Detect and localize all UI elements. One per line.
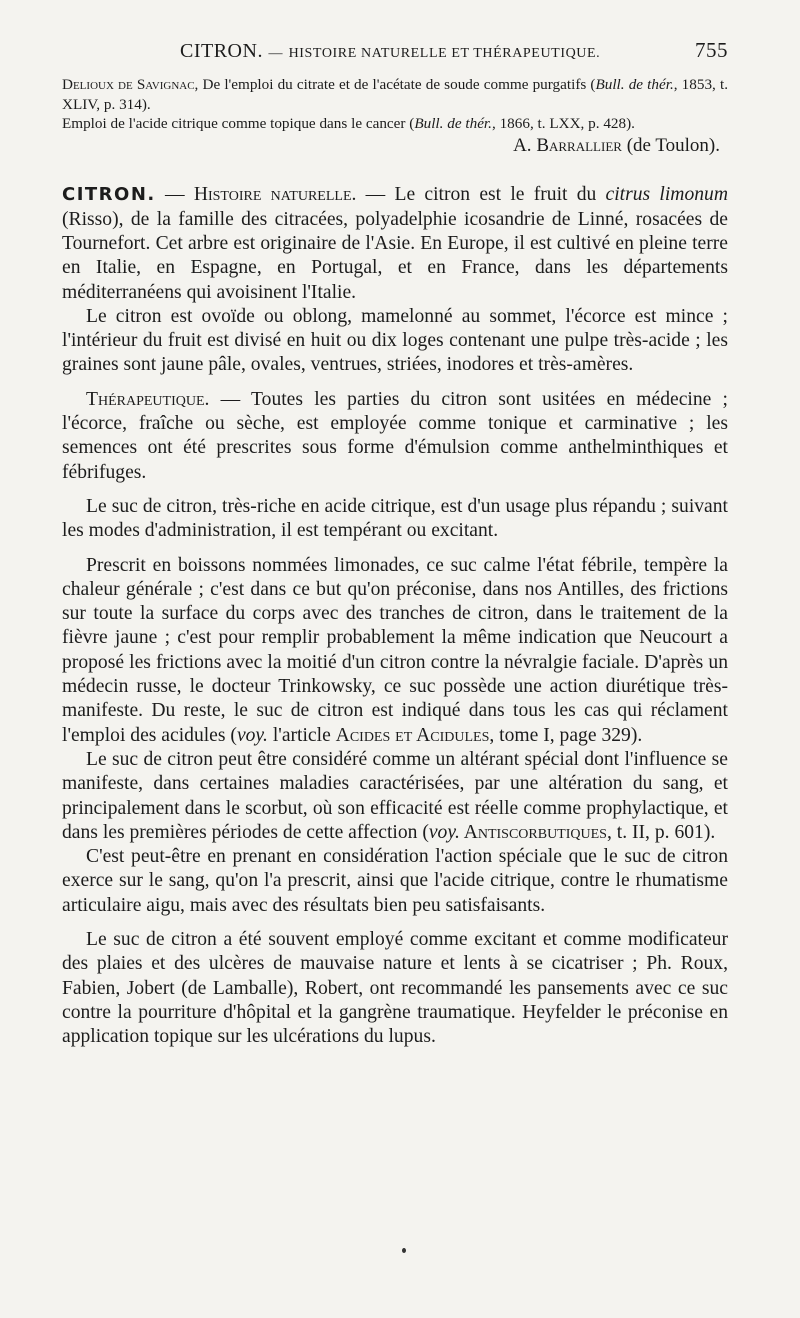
paragraph-text: , tome I, page 329). bbox=[489, 724, 643, 746]
paragraph-text: l'article bbox=[267, 724, 336, 746]
running-head-title: CITRON. bbox=[180, 40, 263, 62]
reference-item bbox=[62, 114, 728, 134]
paragraph-text: Le suc de citron a été souvent employé comme excitant et comme modificateur des plaies et des ulcères de mauvaise nature et lents à se cicatriser ; Ph. Roux, Fabien, Jobert (de Lamballe), Robert, ont recommandé les pansements avec ce suc contre la pourriture d'hôpital et la gangrène traumatique. Heyfelder le préconise en application topique sur les ulcérations du lupus. bbox=[62, 928, 728, 1048]
section-label: — Histoire naturelle. — bbox=[165, 184, 386, 206]
paragraph-text: C'est peut-être en prenant en considération l'action spéciale que le suc de citron exerce sur le sang, qu'on l'a prescrit, ainsi que l'acide citrique, contre le rhumatisme articulaire aigu, mais avec des résultats bien peu satisfaisants. bbox=[62, 846, 728, 916]
article-reference: Acides et Acidules bbox=[335, 724, 490, 746]
reference-text: De l'emploi du citrate et de l'acétate de soude comme purgatifs ( bbox=[202, 76, 596, 93]
reference-text: Emploi de l'acide citrique comme topique dans le cancer ( bbox=[62, 115, 415, 133]
running-head-dash: — bbox=[268, 46, 284, 61]
reference-details: , 1853, t. XLIV, p. 314). bbox=[62, 76, 728, 113]
reference-item bbox=[62, 75, 728, 114]
paragraph-text: Prescrit en boissons nommées limonades, ce suc calme l'état fébrile, tempère la chaleur générale ; c'est dans ce but qu'on préconise, dans nos Antilles, des frictions sur toute la surface du corps avec des tranches de citron, dans le traitement de la fièvre jaune ; c'est pour remplir probablement la même indication que Neucourt a proposé les frictions avec la moitié d'un citron contre la névralgie faciale. D'après un médecin russe, le docteur Trinkowsky, ce suc possède une action diurétique très-manifeste. Du reste, le suc de citron est indiqué dans tous les cas qui réclament l'emploi des acidules ( bbox=[62, 554, 728, 746]
signature-place: (de Toulon). bbox=[626, 134, 720, 156]
article-paragraph bbox=[62, 554, 728, 748]
running-head-text bbox=[180, 40, 600, 63]
cross-reference: voy. bbox=[428, 821, 460, 843]
article-reference: Antiscorbutiques bbox=[459, 821, 607, 843]
paragraph-text: , t. II, p. 601). bbox=[606, 821, 716, 843]
reference-journal: Bull. de thér. bbox=[414, 115, 492, 133]
author-signature bbox=[62, 136, 728, 156]
running-head bbox=[180, 38, 728, 63]
signature-initial: A. bbox=[513, 134, 532, 156]
article-paragraph bbox=[62, 183, 728, 304]
article-paragraph bbox=[62, 748, 728, 845]
signature-name: Barrallier bbox=[536, 134, 622, 156]
reference-journal: Bull. de thér. bbox=[595, 76, 674, 93]
ink-speck bbox=[402, 1248, 406, 1253]
paragraph-text: (Risso), de la famille des citracées, polyadelphie icosandrie de Linné, rosacées de Tournefort. Cet arbre est originaire de l'Asie. En Europe, il est cultivé en pleine terre en Italie, en Espagne, en Portugal, et en France, dans les départements méditerranéens qui avoisinent l'Italie. bbox=[62, 208, 728, 303]
cross-reference: voy. bbox=[236, 724, 268, 746]
paragraph-text: — Toutes les parties du citron sont usitées en médecine ; l'écorce, fraîche ou sèche, est employée comme tonique et carminative ; les semences ont été prescrites sous forme d'émulsion comme anthelminthiques et fébrifuges. bbox=[62, 388, 728, 483]
article-paragraph bbox=[62, 388, 728, 485]
reference-author: Delioux de Savignac, bbox=[62, 76, 199, 93]
paragraph-text: Le suc de citron, très-riche en acide citrique, est d'un usage plus répandu ; suivant les modes d'administration, il est tempérant ou excitant. bbox=[62, 495, 728, 542]
article-head-word: CITRON. bbox=[62, 184, 156, 206]
article-paragraph bbox=[62, 495, 728, 544]
species-name: citrus limonum bbox=[605, 184, 728, 206]
reference-details: , 1866, t. LXX, p. 428). bbox=[491, 115, 635, 133]
bibliography bbox=[62, 75, 728, 155]
paragraph-text: Le citron est le fruit du bbox=[385, 184, 606, 206]
paragraph-text: Le citron est ovoïde ou oblong, mamelonné au sommet, l'écorce est mince ; l'intérieur du fruit est divisé en huit ou dix loges contenant une pulpe très-acide ; les graines sont jaune pâle, ovales, ventrues, striées, inodores et très-amères. bbox=[62, 305, 728, 376]
article-paragraph bbox=[62, 845, 728, 918]
running-head-subtitle: HISTOIRE NATURELLE ET THÉRAPEUTIQUE. bbox=[288, 46, 601, 61]
article-paragraph bbox=[62, 928, 728, 1049]
article-paragraph bbox=[62, 305, 728, 378]
section-label: Thérapeutique. bbox=[86, 388, 210, 410]
article-body bbox=[62, 183, 728, 1049]
paragraph-text: Le suc de citron peut être considéré comme un altérant spécial dont l'influence se manifeste, dans certaines maladies caractérisées, par une altération du sang, et principalement dans le scorbut, où son efficacité est réelle comme prophylactique, et dans les premières périodes de cette affection ( bbox=[62, 748, 728, 843]
page-number: 755 bbox=[695, 38, 728, 62]
